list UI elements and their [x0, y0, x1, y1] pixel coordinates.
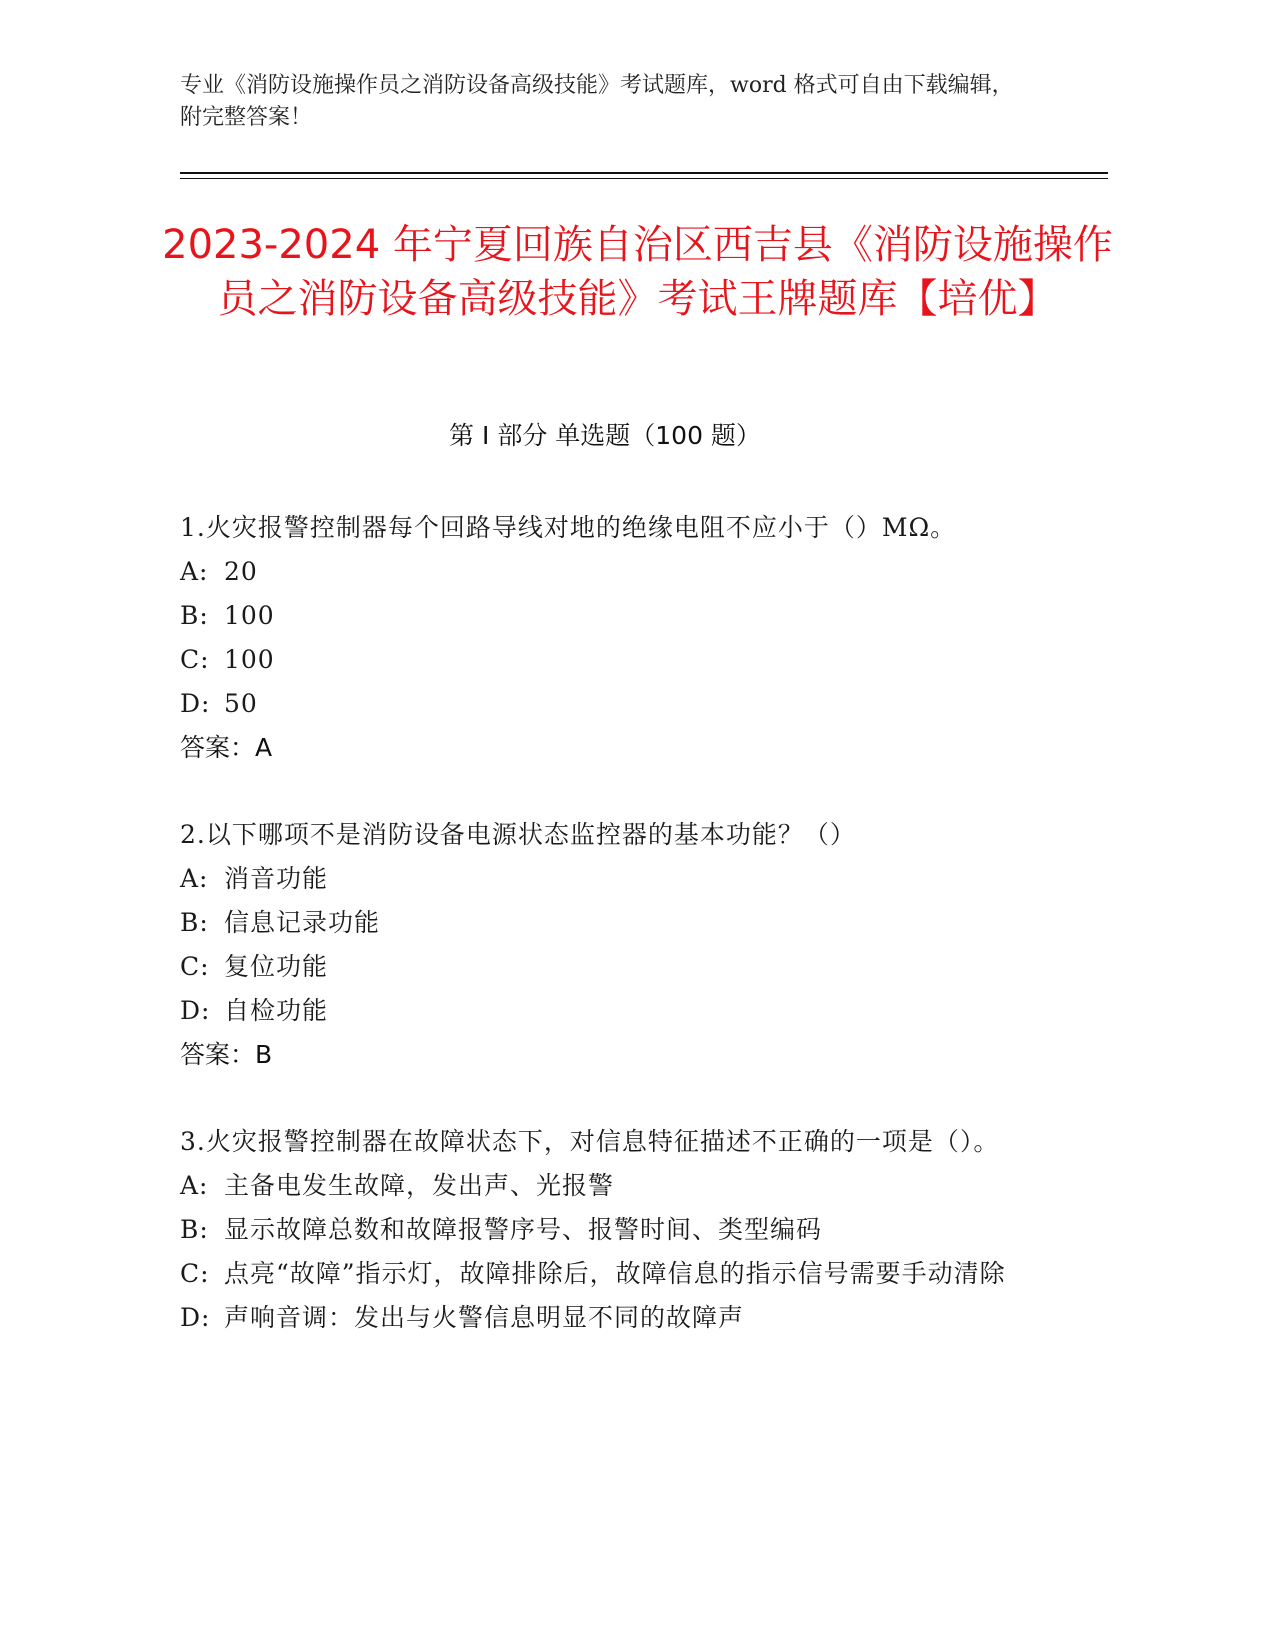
option-text: 显示故障总数和故障报警序号、报警时间、类型编码 — [224, 1215, 823, 1244]
option-a — [180, 857, 1040, 901]
option-key: A: — [180, 864, 209, 893]
option-c — [180, 638, 1040, 682]
document-title: 2023-2024 年宁夏回族自治区西吉县《消防设施操作员之消防设备高级技能》考试王牌题库【培优】 — [162, 222, 1113, 322]
option-d — [180, 989, 1040, 1033]
option-key: C: — [180, 645, 210, 674]
option-text: 自检功能 — [224, 996, 329, 1025]
option-text: 信息记录功能 — [224, 908, 381, 937]
option-d — [180, 682, 1040, 726]
option-text: 声响音调：发出与火警信息明显不同的故障声 — [224, 1303, 745, 1332]
option-key: D: — [180, 1303, 211, 1332]
option-c — [180, 945, 1040, 989]
option-key: B: — [180, 601, 209, 630]
section-title: 第 I 部分 单选题（100 题） — [449, 421, 761, 450]
option-a — [180, 1164, 1040, 1208]
question-spacer — [180, 770, 1040, 813]
option-b — [180, 901, 1040, 945]
question-list — [180, 506, 1040, 1340]
option-text: 消音功能 — [224, 864, 329, 893]
question-1 — [180, 506, 1040, 770]
option-a — [180, 550, 1040, 594]
question-stem: 2.以下哪项不是消防设备电源状态监控器的基本功能？（） — [180, 820, 856, 849]
option-key: B: — [180, 1215, 209, 1244]
option-c — [180, 1252, 1040, 1296]
header-note: 专业《消防设施操作员之消防设备高级技能》考试题库，word 格式可自由下载编辑，附完整答案！ — [180, 73, 1014, 130]
option-text: 20 — [224, 557, 258, 586]
option-d — [180, 1296, 1040, 1340]
option-text: 100 — [224, 601, 275, 630]
option-text: 100 — [224, 645, 275, 674]
question-2 — [180, 813, 1040, 1077]
answer: 答案：B — [180, 1040, 273, 1069]
option-key: C: — [180, 952, 210, 981]
header-divider-thin — [180, 178, 1108, 179]
option-key: A: — [180, 557, 209, 586]
question-stem: 3.火灾报警控制器在故障状态下，对信息特征描述不正确的一项是（）。 — [180, 1127, 1000, 1156]
option-b — [180, 1208, 1040, 1252]
question-spacer — [180, 1077, 1040, 1120]
option-text: 主备电发生故障，发出声、光报警 — [224, 1171, 615, 1200]
header-divider-thick — [180, 172, 1108, 174]
option-text: 50 — [224, 689, 258, 718]
option-b — [180, 594, 1040, 638]
answer: 答案：A — [180, 733, 273, 762]
option-text: 点亮“故障”指示灯，故障排除后，故障信息的指示信号需要手动清除 — [224, 1259, 1006, 1288]
option-key: D: — [180, 996, 211, 1025]
question-3 — [180, 1120, 1040, 1340]
option-key: A: — [180, 1171, 209, 1200]
option-key: B: — [180, 908, 209, 937]
question-stem: 1.火灾报警控制器每个回路导线对地的绝缘电阻不应小于（）MΩ。 — [180, 513, 957, 542]
option-key: C: — [180, 1259, 210, 1288]
option-text: 复位功能 — [224, 952, 329, 981]
option-key: D: — [180, 689, 211, 718]
